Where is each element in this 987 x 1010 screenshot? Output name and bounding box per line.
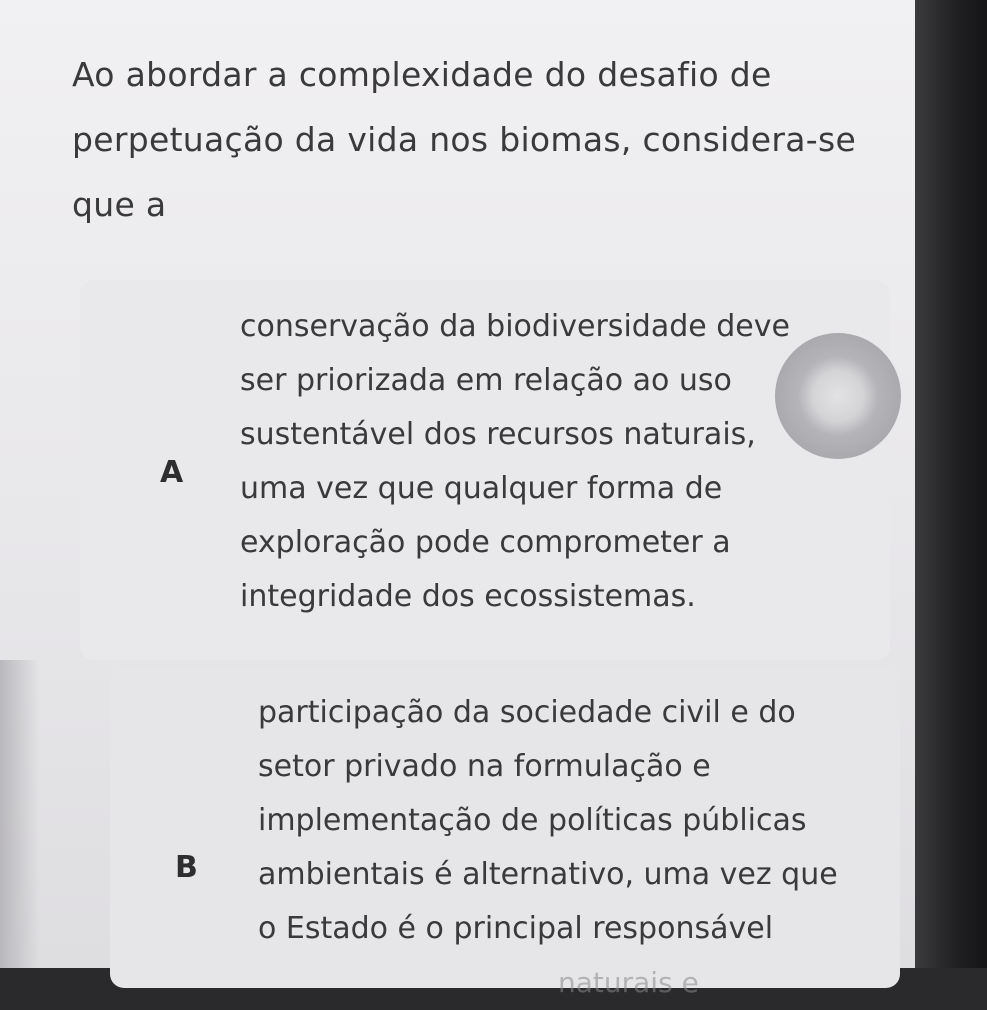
option-letter-a: A [160, 455, 184, 490]
device-bezel [915, 0, 987, 968]
option-line: conservação da biodiversidade deve [240, 309, 790, 344]
option-a-text [240, 300, 800, 624]
question-line: perpetuação da vida nos biomas, considera-se [72, 120, 857, 159]
answer-option-a[interactable] [80, 280, 890, 660]
device-edge-shadow [0, 660, 40, 968]
question-line: que a [72, 185, 167, 224]
option-b-text [258, 686, 858, 1010]
option-line-cut-off: naturais e [558, 966, 699, 999]
touch-indicator-icon [775, 333, 901, 459]
option-line: o Estado é o principal responsável [258, 911, 774, 946]
option-line: ser priorizada em relação ao uso [240, 363, 732, 398]
option-line: exploração pode comprometer a [240, 525, 731, 560]
option-line: uma vez que qualquer forma de [240, 471, 723, 506]
option-line: sustentável dos recursos naturais, [240, 417, 756, 452]
option-line: setor privado na formulação e [258, 749, 711, 784]
option-line: participação da sociedade civil e do [258, 695, 796, 730]
option-line: integridade dos ecossistemas. [240, 579, 696, 614]
question-line: Ao abordar a complexidade do desafio de [72, 55, 772, 94]
option-line: ambientais é alternativo, uma vez que [258, 857, 838, 892]
answer-option-b[interactable] [110, 668, 900, 999]
option-letter-b: B [175, 850, 198, 885]
question-text [72, 42, 862, 237]
option-line: implementação de políticas públicas [258, 803, 807, 838]
